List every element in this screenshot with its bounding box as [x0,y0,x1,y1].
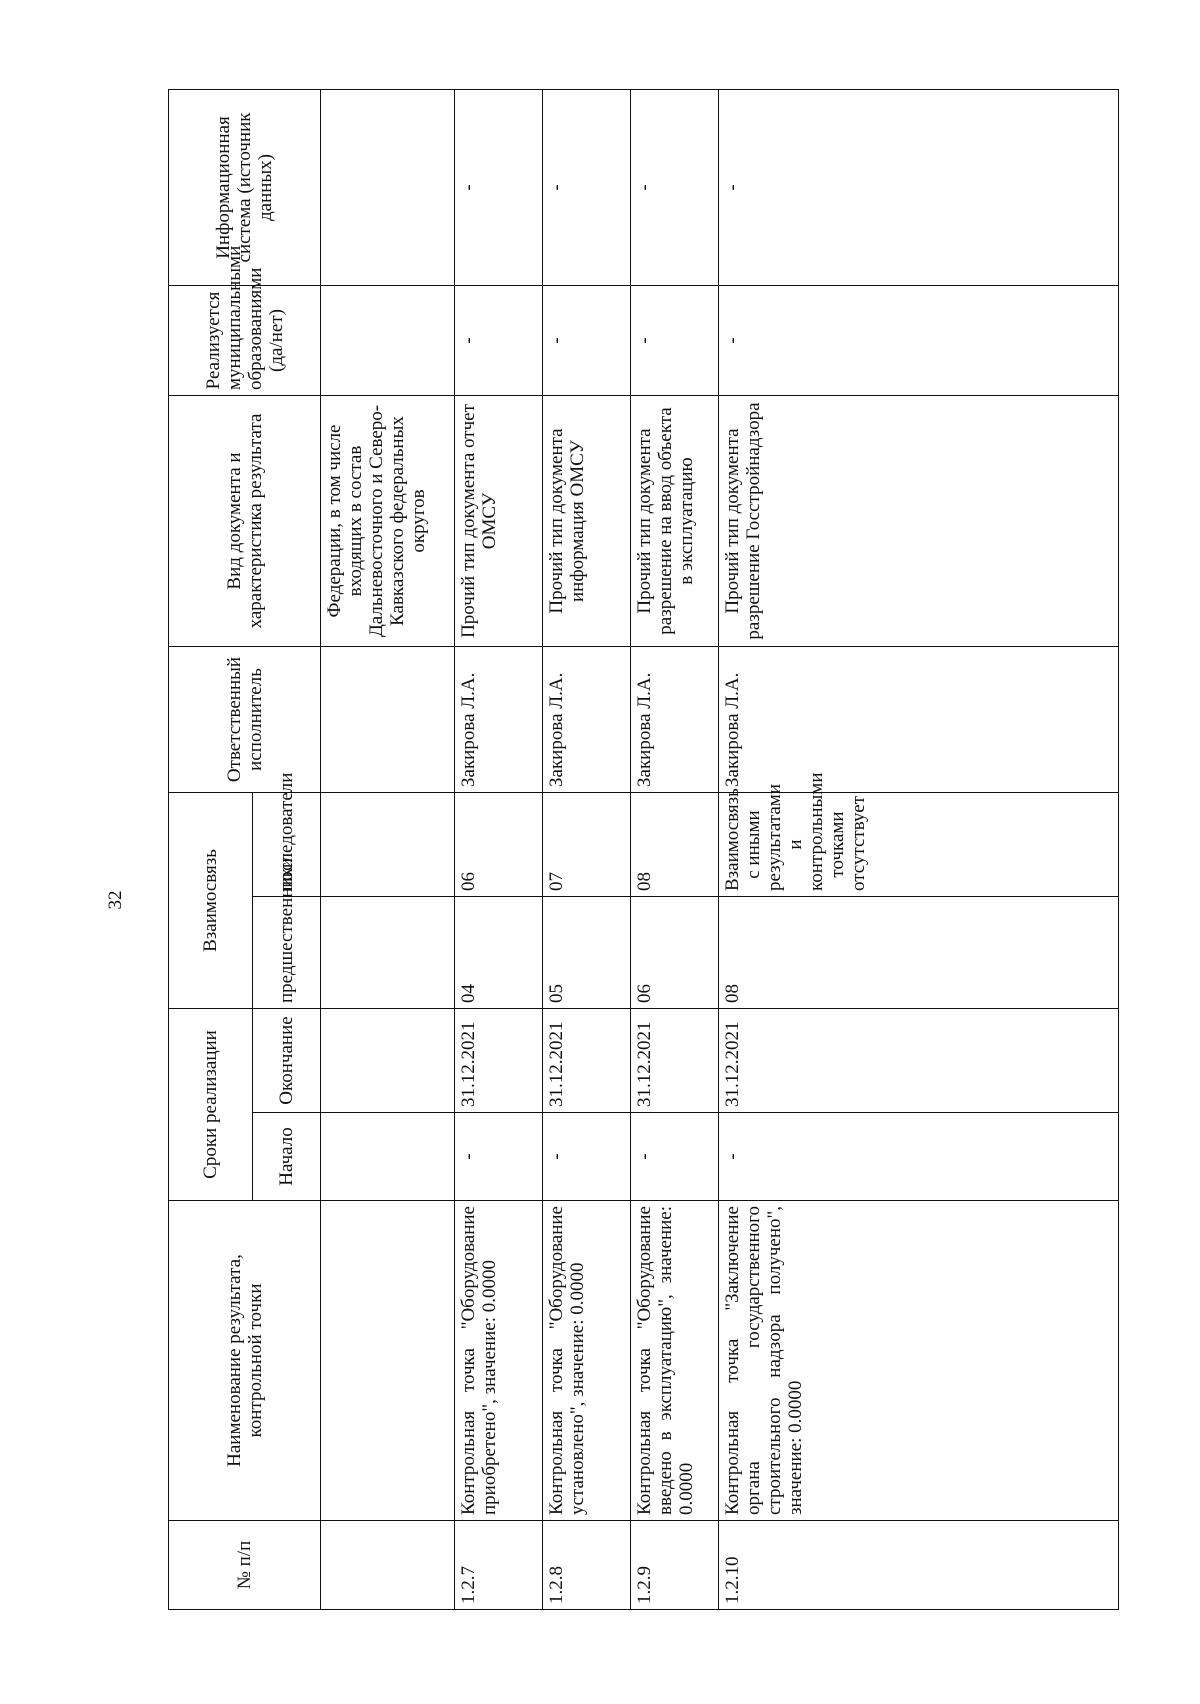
control-points-table [168,89,1119,1610]
header-end: Окончание [253,1009,321,1113]
cell-num: 1.2.8 [543,1521,631,1610]
cell-pred: 06 [631,897,719,1009]
cell-doc-type: Прочий тип документа информация ОМСУ [543,396,631,647]
cell-municipal: - [719,286,1119,396]
cell-empty [321,1201,455,1521]
cell-info-system: - [631,90,719,286]
header-start: Начало [253,1113,321,1201]
table-row [455,90,543,1610]
cell-name: Контрольная точка "Оборудование приобретено", значение: 0.0000 [455,1201,543,1521]
cell-responsible: Закирова Л.А. [631,647,719,793]
cell-doc-type: Федерации, в том числе входящих в состав Дальневосточного и Северо-Кавказского федеральных округов [321,396,455,647]
cell-empty [321,1113,455,1201]
cell-municipal: - [543,286,631,396]
cell-name: Контрольная точка "Оборудование введено в эксплуатацию", значение: 0.0000 [631,1201,719,1521]
cell-num: 1.2.9 [631,1521,719,1610]
cell-start: - [543,1113,631,1201]
cell-doc-type: Прочий тип документа отчет ОМСУ [455,396,543,647]
cell-empty [321,286,455,396]
cell-municipal: - [631,286,719,396]
header-doc-type: Вид документа и характеристика результата [169,396,321,647]
cell-start: - [631,1113,719,1201]
header-successors: последователи [253,793,321,897]
cell-responsible: Закирова Л.А. [455,647,543,793]
cell-succ: 08 [631,793,719,897]
cell-succ: Взаимосвязь с иными результатами и контрольными точками отсутствует [719,793,1119,897]
header-relation: Взаимосвязь [169,793,253,1009]
cell-empty [321,647,455,793]
header-num: № п/п [169,1521,321,1610]
cell-start: - [719,1113,1119,1201]
cell-responsible: Закирова Л.А. [719,647,1119,793]
cell-info-system: - [455,90,543,286]
table-row [631,90,719,1610]
cell-doc-type: Прочий тип документа разрешение Госстройнадзора [719,396,1119,647]
cell-info-system: - [719,90,1119,286]
cell-succ: 07 [543,793,631,897]
cell-empty [321,897,455,1009]
cell-num: 1.2.7 [455,1521,543,1610]
cell-empty [321,90,455,286]
cell-empty [321,1009,455,1113]
cell-municipal: - [455,286,543,396]
header-terms: Сроки реализации [169,1009,253,1201]
header-name: Наименование результата, контрольной точки [169,1201,321,1521]
header-info-system: Информационная система (источник данных) [169,90,321,286]
page-number: 32 [105,890,126,910]
cell-doc-type: Прочий тип документа разрешение на ввод объекта в эксплуатацию [631,396,719,647]
cell-empty [321,793,455,897]
table-row [719,90,1119,1610]
cell-name: Контрольная точка "Заключение органа государственного строительного надзора получено", значение: 0.0000 [719,1201,1119,1521]
cell-end: 31.12.2021 [631,1009,719,1113]
cell-succ: 06 [455,793,543,897]
cell-end: 31.12.2021 [543,1009,631,1113]
cell-pred: 05 [543,897,631,1009]
header-responsible: Ответственный исполнитель [169,647,321,793]
cell-responsible: Закирова Л.А. [543,647,631,793]
cell-end: 31.12.2021 [455,1009,543,1113]
header-municipal: Реализуется муниципальными образованиями (да/нет) [169,286,321,396]
cell-pred: 04 [455,897,543,1009]
table-row [543,90,631,1610]
cell-name: Контрольная точка "Оборудование установлено", значение: 0.0000 [543,1201,631,1521]
rotated-table-wrapper [168,90,1118,1610]
cell-info-system: - [543,90,631,286]
cell-pred: 08 [719,897,1119,1009]
header-predecessors: предшественники [253,897,321,1009]
cell-start: - [455,1113,543,1201]
cell-empty [321,1521,455,1610]
table-row-continued [321,90,455,1610]
cell-end: 31.12.2021 [719,1009,1119,1113]
cell-num: 1.2.10 [719,1521,1119,1610]
